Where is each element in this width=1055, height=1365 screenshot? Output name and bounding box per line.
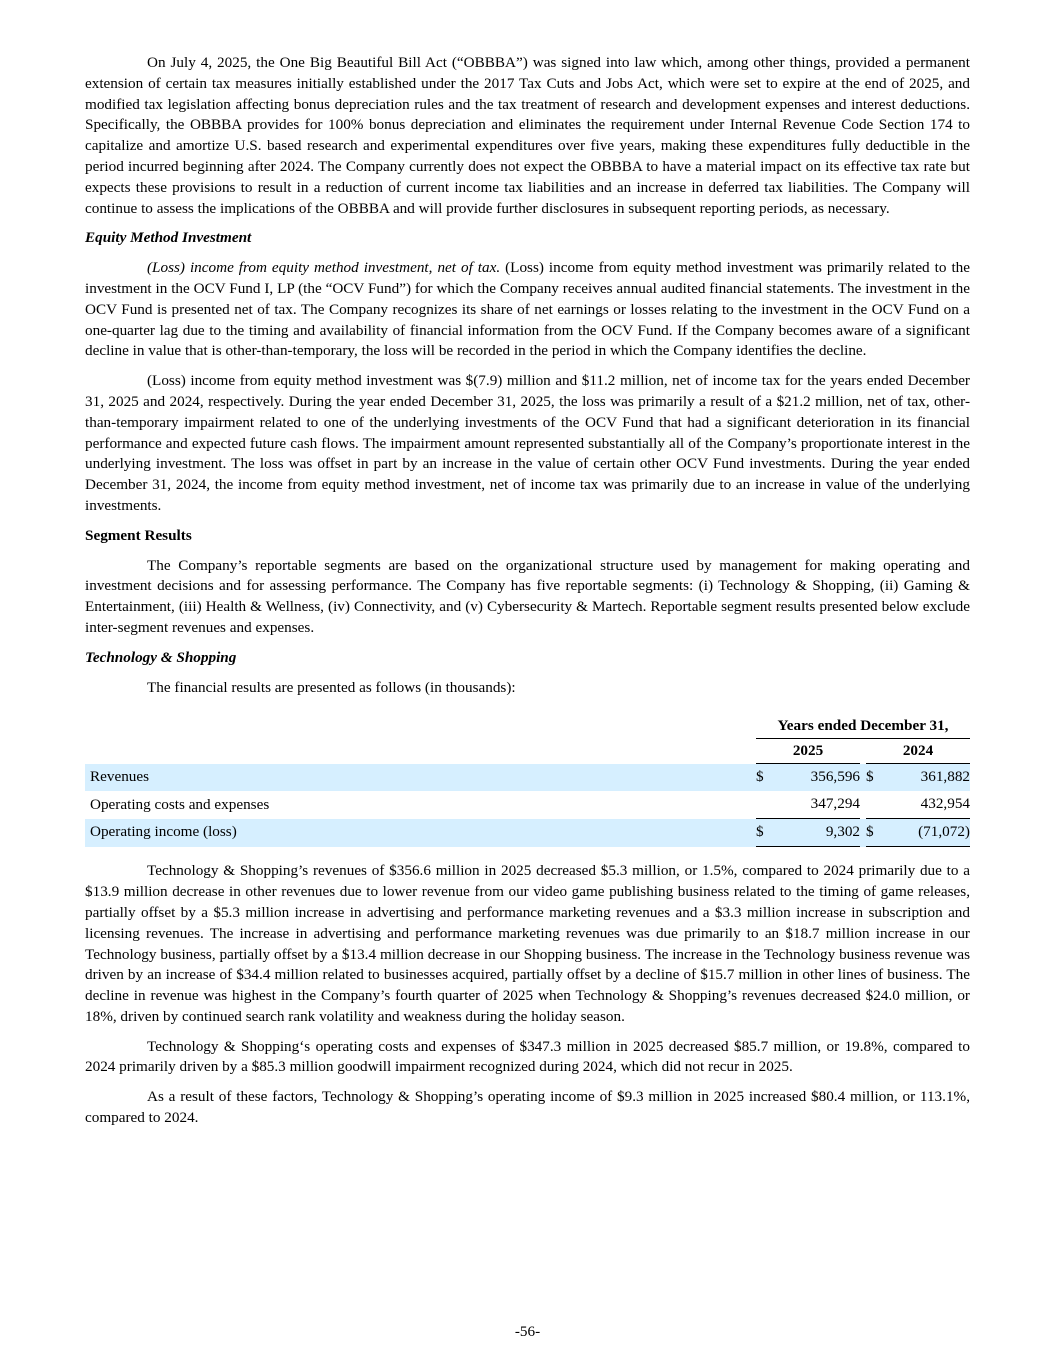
equity-method-heading: Equity Method Investment xyxy=(85,229,252,247)
segment-results-paragraph: The Company’s reportable segments are based on the organizational structure used by management for making operating and investment decisions and for assessing performance. The Company has five reportable segments: (i) Technology & Shopping, (ii) Gaming & Entertainment, (iii) Health & Wellness, (iv) Connectivity, and (v) Cybersecurity & Martech. Reportable segment results presented below exclude inter-segment revenues and expenses. xyxy=(85,556,970,636)
segment-results-heading: Segment Results xyxy=(85,526,192,544)
value-2025: 9,302 xyxy=(770,819,860,847)
value-2024: (71,072) xyxy=(880,819,970,847)
table-row xyxy=(85,791,970,819)
currency-symbol: $ xyxy=(866,764,880,792)
equity-method-results-paragraph: (Loss) income from equity method investment was $(7.9) million and $11.2 million, net of income tax for the years ended December 31, 2025 and 2024, respectively. During the year ended December 31, 2025, the loss was primarily a result of a $21.2 million, net of tax, other-than-temporary impairment related to one of the underlying investments of the OCV Fund that had a significant deterioration in its financial performance and expected future cash flows. The impairment amount represented substantially all of the Company’s proportionate interest in the underlying investment. The loss was offset in part by an increase in the value of certain other OCV Fund investments. During the year ended December 31, 2024, the income from equity method investment, net of income tax was primarily due to an increase in value of the underlying investments. xyxy=(85,372,970,514)
table-year-header-row xyxy=(85,739,970,764)
period-header: Years ended December 31, xyxy=(756,714,970,739)
currency-symbol: $ xyxy=(866,819,880,847)
equity-method-intro-paragraph xyxy=(85,258,970,362)
page-number: -56- xyxy=(514,1323,541,1340)
equity-method-intro-lead: (Loss) income from equity method investment, net of tax. xyxy=(147,259,501,277)
table-period-header-row xyxy=(85,714,970,739)
equity-method-intro-body: (Loss) income from equity method investment was primarily related to the investment in the OCV Fund I, LP (the “OCV Fund”) for which the Company receives annual audited financial statements. The investment in the OCV Fund is presented net of tax. The Company recognizes its share of net earnings or losses relating to the investment in the OCV Fund on a one-quarter lag due to the timing and availability of financial information from the OCV Fund. If the Company becomes aware of a significant decline in value that is other-than-temporary, the loss will be recorded in the period in which the Company identifies the decline. xyxy=(85,259,970,360)
year-header-2024: 2024 xyxy=(866,739,970,764)
currency-symbol: $ xyxy=(756,819,770,847)
tech-result-paragraph: As a result of these factors, Technology & Shopping’s operating income of $9.3 million in 2025 increased $80.4 million, or 113.1%, compared to 2024. xyxy=(85,1088,970,1127)
document-page xyxy=(85,53,970,1129)
year-header-2025: 2025 xyxy=(756,739,860,764)
row-label: Revenues xyxy=(85,764,756,792)
currency-symbol xyxy=(866,791,880,819)
obbba-paragraph: On July 4, 2025, the One Big Beautiful Bill Act (“OBBBA”) was signed into law which, among other things, provided a permanent extension of certain tax measures initially established under the 2017 Tax Cuts and Jobs Act, which were set to expire at the end of 2025, and modified tax legislation affecting bonus depreciation rules and the tax treatment of research and development expenses and interest deductions. Specifically, the OBBBA provides for 100% bonus depreciation and eliminates the requirement under Internal Revenue Code Section 174 to capitalize and amortize U.S. based research and experimental expenditures over five years, making these expenditures fully deductible in the period incurred beginning after 2024. The Company currently does not expect the OBBBA to have a material impact on its effective tax rate but expects these provisions to result in a reduction of current income tax liabilities and an increase in deferred tax liabilities. The Company will continue to assess the implications of the OBBBA and will provide further disclosures in subsequent reporting periods, as necessary. xyxy=(85,54,970,217)
currency-symbol: $ xyxy=(756,764,770,792)
value-2024: 361,882 xyxy=(880,764,970,792)
value-2025: 347,294 xyxy=(770,791,860,819)
technology-shopping-heading: Technology & Shopping xyxy=(85,648,237,666)
financial-results-intro: The financial results are presented as follows (in thousands): xyxy=(147,678,516,696)
row-label: Operating costs and expenses xyxy=(90,795,270,813)
tech-revenue-paragraph: Technology & Shopping’s revenues of $356.6 million in 2025 decreased $5.3 million, or 1.5%, compared to 2024 primarily due to a $13.9 million decrease in other revenues due to lower revenue from our video game publishing business related to the timing of game releases, partially offset by a $5.3 million increase in advertising and performance marketing revenues and a $3.3 million increase in subscription and licensing revenues. The increase in advertising and performance marketing revenues was due primarily to an $18.7 million increase in our Technology business, partially offset by a $13.4 million decrease in our Shopping business. The increase in the Technology business revenue was driven by an increase of $34.4 million related to businesses acquired, partially offset by a decline of $15.7 million in other lines of business. The decline in revenue was highest in the Company’s fourth quarter of 2025 when Technology & Shopping’s revenues decreased $24.0 million, or 18%, driven by continued search rank volatility and weakness during the holiday season. xyxy=(85,862,970,1025)
row-label: Operating income (loss) xyxy=(85,819,756,847)
technology-shopping-table xyxy=(85,714,970,847)
currency-symbol xyxy=(756,791,770,819)
value-2024: 432,954 xyxy=(880,791,970,819)
table-row xyxy=(85,764,970,792)
value-2025: 356,596 xyxy=(770,764,860,792)
tech-costs-paragraph: Technology & Shopping‘s operating costs and expenses of $347.3 million in 2025 decreased $85.7 million, or 19.8%, compared to 2024 primarily driven by a $85.3 million goodwill impairment recognized during 2024, which did not recur in 2025. xyxy=(85,1037,970,1076)
table-row xyxy=(85,819,970,847)
